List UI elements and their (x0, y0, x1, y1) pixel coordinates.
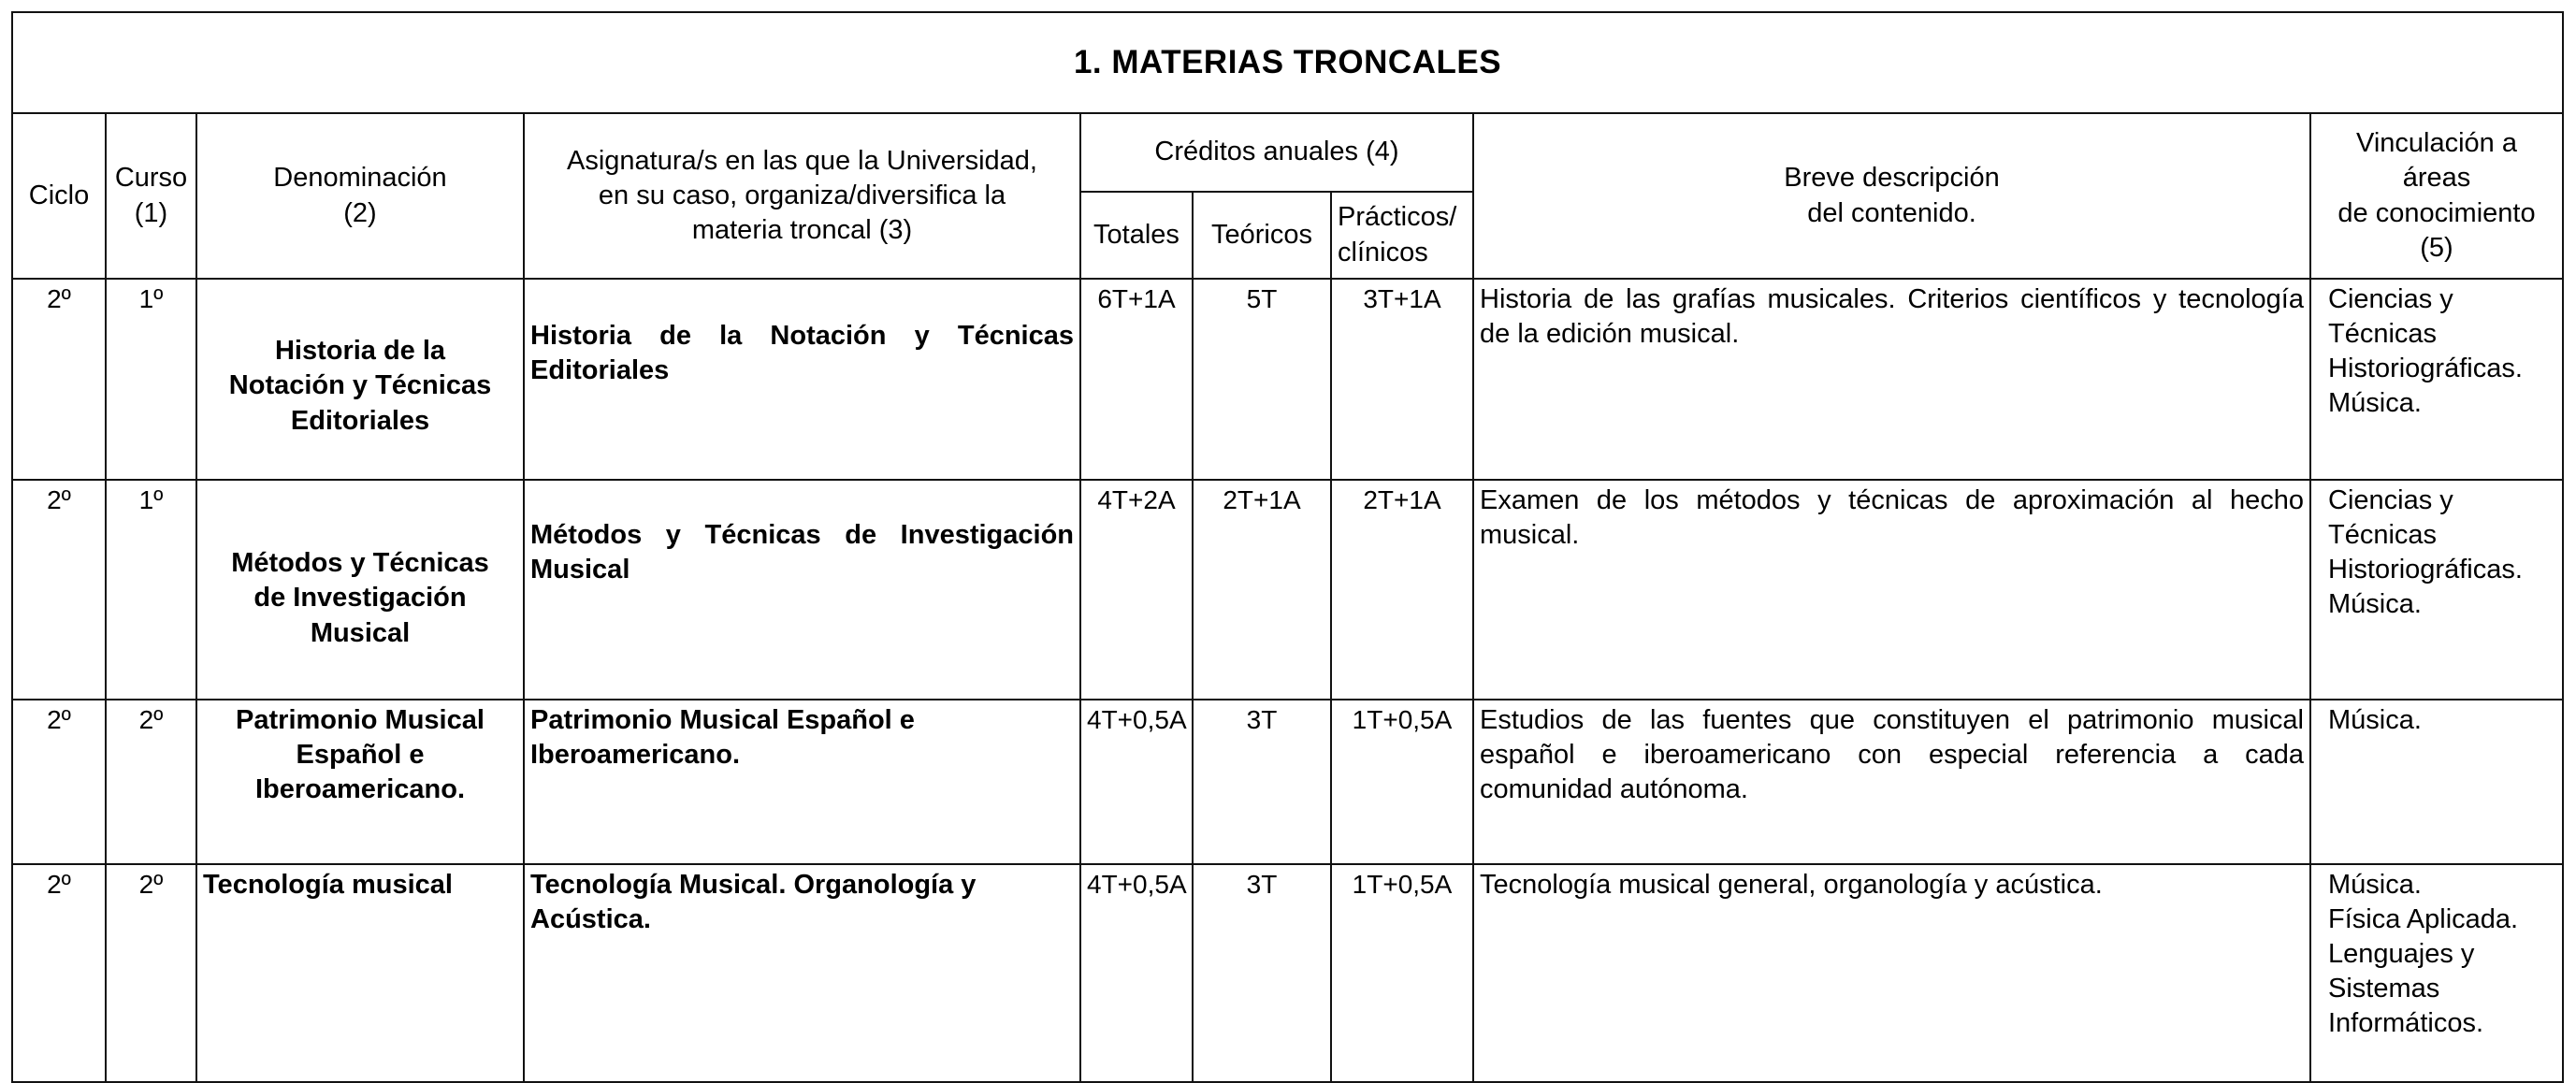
asignatura-text: Historia de la Notación y Técnicas Editoriales (530, 321, 1074, 386)
header-asignaturas (524, 113, 1080, 279)
cell-curso: 2º (106, 700, 196, 864)
cell-totales: 4T+2A (1080, 480, 1193, 700)
cell-ciclo: 2º (12, 279, 106, 480)
header-totales (1080, 192, 1193, 279)
cell-curso: 1º (106, 279, 196, 480)
cell-descripcion: Examen de los métodos y técnicas de aproximación al hecho musical. (1473, 480, 2310, 700)
cell-ciclo: 2º (12, 700, 106, 864)
cell-ciclo: 2º (12, 864, 106, 1082)
header-ciclo-text: Ciclo (28, 180, 90, 210)
cell-asignatura (524, 480, 1080, 700)
header-creditos (1080, 113, 1473, 192)
cell-descripcion: Tecnología musical general, organología y acústica. (1473, 864, 2310, 1082)
materias-troncales-table (11, 11, 2564, 1083)
table-row (12, 864, 2563, 1082)
cell-curso: 2º (106, 864, 196, 1082)
cell-totales: 4T+0,5A (1080, 864, 1193, 1082)
cell-descripcion: Estudios de las fuentes que constituyen el patrimonio musical español e iberoamericano con especial referencia a cada comunidad autónoma. (1473, 700, 2310, 864)
cell-asignatura (524, 279, 1080, 480)
cell-practicos: 2T+1A (1331, 480, 1473, 700)
asignatura-text: Tecnología Musical. Organología y Acústica. (530, 870, 977, 935)
cell-asignatura (524, 700, 1080, 864)
header-totales-text: Totales (1093, 219, 1179, 250)
cell-teoricos: 2T+1A (1193, 480, 1331, 700)
vinculacion-text: Ciencias y Técnicas Historiográficas. Música. (2328, 284, 2523, 419)
table-row (12, 279, 2563, 480)
header-teoricos-text: Teóricos (1211, 219, 1312, 250)
cell-descripcion: Historia de las grafías musicales. Criterios científicos y tecnología de la edición musical. (1473, 279, 2310, 480)
header-creditos-text: Créditos anuales (4) (1154, 137, 1399, 167)
cell-vinculacion (2310, 700, 2563, 864)
table-row (12, 480, 2563, 700)
cell-teoricos: 3T (1193, 864, 1331, 1082)
denominacion-text: Patrimonio Musical Español e Iberoamericano. (236, 705, 485, 805)
cell-teoricos: 3T (1193, 700, 1331, 864)
asignatura-text: Métodos y Técnicas de Investigación Musical (530, 520, 1074, 585)
cell-totales: 6T+1A (1080, 279, 1193, 480)
header-practicos-text: Prácticos/ clínicos (1338, 202, 1457, 267)
cell-practicos: 1T+0,5A (1331, 864, 1473, 1082)
table-row (12, 700, 2563, 864)
header-ciclo (12, 113, 106, 279)
header-practicos (1331, 192, 1473, 279)
cell-vinculacion (2310, 480, 2563, 700)
cell-curso: 1º (106, 480, 196, 700)
header-descripcion-text: Breve descripción del contenido. (1784, 163, 2000, 228)
header-curso (106, 113, 196, 279)
vinculacion-text: Música. (2328, 705, 2422, 735)
vinculacion-text: Música. Física Aplicada. Lenguajes y Sistemas Informáticos. (2328, 870, 2519, 1039)
materias-troncales-sheet (11, 11, 2562, 1039)
cell-denominacion (196, 480, 524, 700)
header-asignaturas-text: Asignatura/s en las que la Universidad, en su caso, organiza/diversifica la materia troncal (3) (567, 145, 1037, 246)
asignatura-text: Patrimonio Musical Español e Iberoamericano. (530, 705, 915, 771)
vinculacion-text: Ciencias y Técnicas Historiográficas. Música. (2328, 485, 2523, 620)
header-curso-text: Curso (1) (114, 163, 188, 228)
header-vinculacion (2310, 113, 2563, 279)
denominacion-text: Historia de la Notación y Técnicas Editoriales (228, 336, 492, 436)
cell-practicos: 1T+0,5A (1331, 700, 1473, 864)
header-descripcion (1473, 113, 2310, 279)
cell-practicos: 3T+1A (1331, 279, 1473, 480)
cell-totales: 4T+0,5A (1080, 700, 1193, 864)
header-denominacion-text: Denominación (2) (273, 163, 447, 228)
table-title: 1. MATERIAS TRONCALES (12, 12, 2563, 113)
cell-asignatura (524, 864, 1080, 1082)
cell-teoricos: 5T (1193, 279, 1331, 480)
header-teoricos (1193, 192, 1331, 279)
cell-denominacion (196, 279, 524, 480)
denominacion-text: Métodos y Técnicas de Investigación Musical (231, 548, 489, 648)
cell-denominacion (196, 864, 524, 1082)
header-vinculacion-text: Vinculación a áreas de conocimiento (5) (2337, 128, 2536, 263)
header-denominacion (196, 113, 524, 279)
cell-vinculacion (2310, 864, 2563, 1082)
cell-denominacion (196, 700, 524, 864)
cell-vinculacion (2310, 279, 2563, 480)
cell-ciclo: 2º (12, 480, 106, 700)
denominacion-text: Tecnología musical (203, 870, 453, 900)
